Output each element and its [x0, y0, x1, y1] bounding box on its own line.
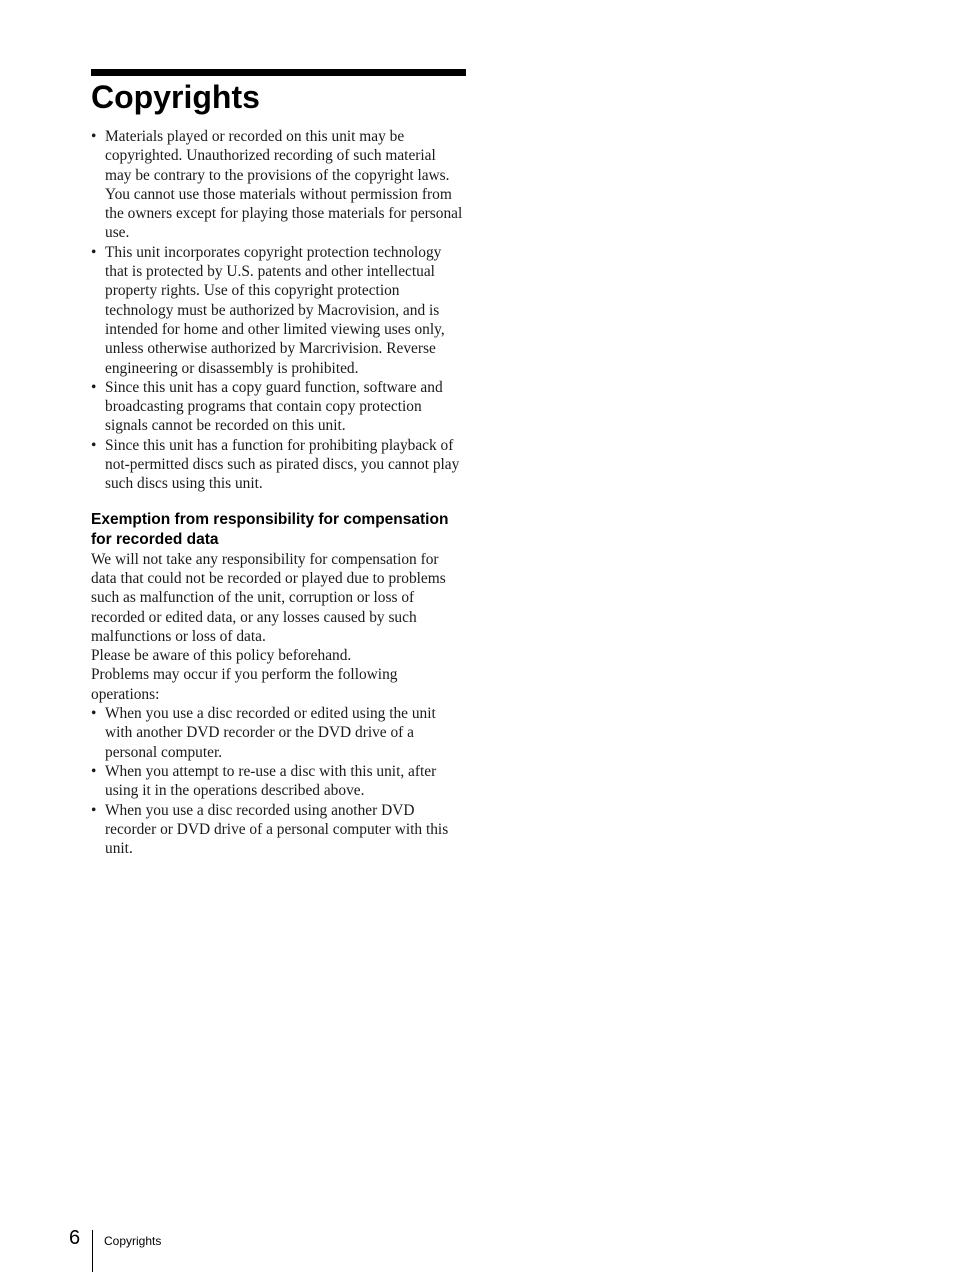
footer-divider — [92, 1230, 93, 1272]
page-title: Copyrights — [91, 79, 260, 115]
footer-section-label: Copyrights — [104, 1234, 162, 1248]
list-item: • Since this unit has a copy guard function, software and broadcasting programs that contain copy protection signals cannot be recorded on this unit. — [91, 378, 466, 436]
copyright-bullet-list — [91, 127, 466, 494]
list-item: • Since this unit has a function for prohibiting playback of not-permitted discs such as pirated discs, you cannot play such discs using this unit. — [91, 436, 466, 494]
operations-intro: Problems may occur if you perform the following operations: — [91, 666, 398, 703]
list-item: • When you use a disc recorded or edited using the unit with another DVD recorder or the DVD drive of a personal computer. — [91, 704, 466, 762]
exemption-heading: Exemption from responsibility for compensation for recorded data — [91, 510, 449, 548]
page-number: 6 — [69, 1227, 81, 1249]
list-item: • Materials played or recorded on this unit may be copyrighted. Unauthorized recording of such material may be contrary to the provisions of the copyright laws. You cannot use those materials without permission from the owners except for playing those materials for personal use. — [91, 127, 466, 243]
list-item: • This unit incorporates copyright protection technology that is protected by U.S. patents and other intellectual property rights. Use of this copyright protection technology must be authorized by Macrovision, and is intended for home and other limited viewing uses only, unless otherwise authorized by Marcrivision. Reverse engineering or disassembly is prohibited. — [91, 243, 466, 378]
title-rule — [91, 69, 466, 76]
list-item: • When you use a disc recorded using another DVD recorder or DVD drive of a personal computer with this unit. — [91, 801, 466, 859]
policy-note: Please be aware of this policy beforehand. — [91, 647, 352, 665]
content-column — [91, 127, 466, 858]
operations-bullet-list — [91, 704, 466, 858]
exemption-paragraph: We will not take any responsibility for compensation for data that could not be recorded or played due to problems such as malfunction of the unit, corruption or loss of recorded or edited data, or any losses caused by such malfunctions or loss of data. — [91, 550, 446, 645]
list-item: • When you attempt to re-use a disc with this unit, after using it in the operations described above. — [91, 762, 466, 801]
